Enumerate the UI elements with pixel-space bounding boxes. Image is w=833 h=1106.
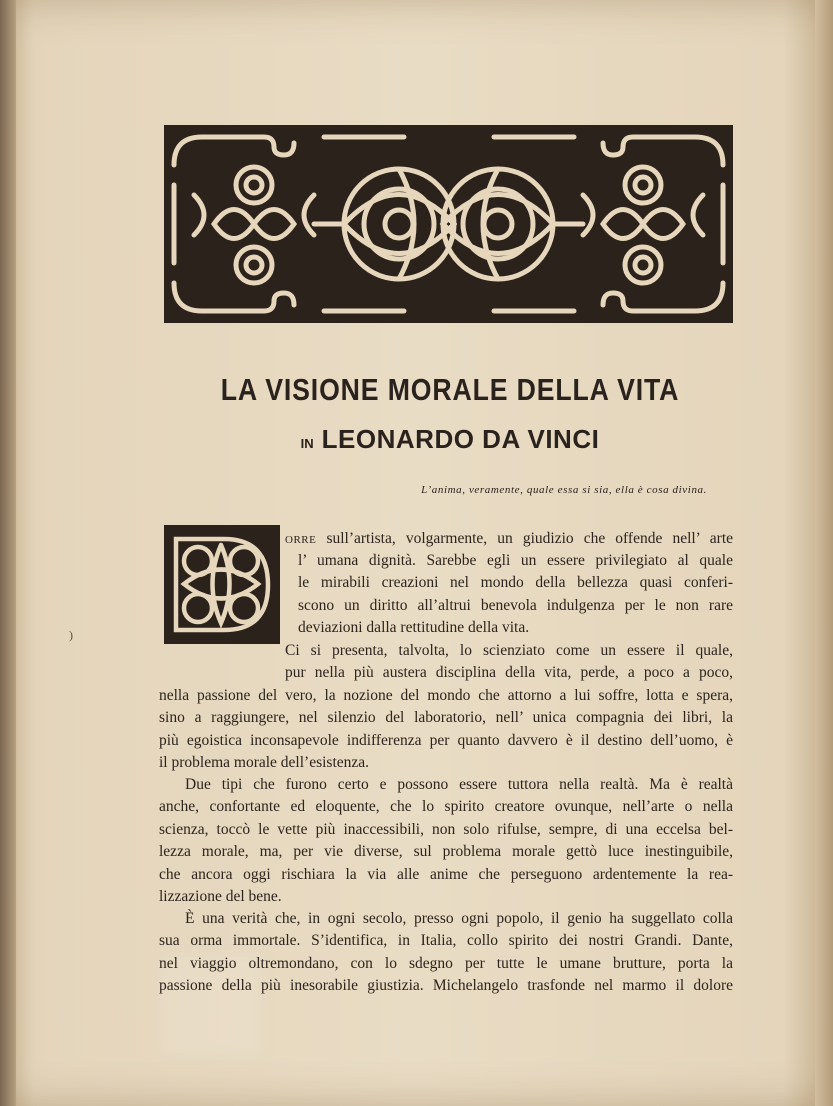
- text-line: pur nella più austera disciplina della vita, perde, a poco a poco,: [285, 664, 733, 682]
- text-line: deviazioni dalla rettitudine della vita.: [298, 619, 530, 637]
- text-line: scono un diritto all’altrui benevola indulgenza per le non rare: [298, 596, 733, 614]
- article-subtitle: [150, 424, 750, 455]
- margin-mark: ): [69, 628, 73, 642]
- text-line: È una verità che, in ogni secolo, presso ogni popolo, il genio ha suggellato colla: [185, 910, 733, 927]
- text-line: le mirabili creazioni nel mondo della bellezza quasi conferi-: [298, 574, 733, 592]
- epigraph-quote: L’anima, veramente, quale essa si sia, ella è cosa divina.: [421, 484, 707, 496]
- paragraph-1-cont: [298, 550, 733, 640]
- subtitle-preposition: IN: [300, 436, 314, 451]
- page-edge: [815, 0, 833, 1106]
- paragraph-4: [159, 908, 733, 998]
- text-line: l’ umana dignità. Sarebbe egli un essere privilegiato al quale: [298, 552, 733, 569]
- text-line: che ancora oggi rischiara la via alle anime che perseguono ardentemente la rea-: [159, 865, 733, 883]
- text-line: orre sull’artista, volgarmente, un giudizio che offende nell’ arte: [285, 530, 734, 547]
- article-title: LA VISIONE MORALE DELLA VITA: [220, 372, 680, 407]
- text-line: sino a raggiungere, nel silenzio del laboratorio, nell’ unica compagnia dei libri, la: [159, 709, 733, 727]
- celtic-knot-headpiece-icon: [164, 125, 733, 323]
- paragraph-3: [159, 774, 733, 908]
- celtic-knot-initial-icon: [164, 525, 280, 644]
- paragraph-1: [285, 528, 733, 550]
- text-line: Due tipi che furono certo e possono essere tuttora nella realtà. Ma è realtà: [185, 776, 733, 793]
- binding-spine: [0, 0, 16, 1106]
- paragraph-2-head: [285, 640, 733, 685]
- text-line: lizzazione del bene.: [159, 888, 282, 906]
- text-line: nel viaggio oltremondano, con lo sdegno per tutte le umane brutture, porta la: [159, 954, 733, 972]
- text-line: lezza morale, ma, per vie diverse, sul problema morale gettò luce inestinguibile,: [159, 843, 733, 861]
- text-line: passione della più inesorabile giustizia. Michelangelo trasfonde nel marmo il dolore: [159, 977, 733, 995]
- text-line: anche, confortante ed eloquente, che lo spirito creatore ovunque, nell’arte o nella: [159, 798, 733, 816]
- text-line: Ci si presenta, talvolta, lo scienziato come un essere il quale,: [285, 642, 733, 659]
- text-line: nella passione del vero, la nozione del mondo che attorno a lui soffre, lotta e spera,: [159, 687, 733, 704]
- text-line: più egoistica inconsapevole indifferenza per quanto davvero è il destino dell’uomo, è: [159, 731, 733, 749]
- text-line: il problema morale dell’esistenza.: [159, 754, 370, 772]
- subtitle-name: LEONARDO DA VINCI: [321, 424, 600, 454]
- text-line: scienza, toccò le vette più inaccessibili, non solo rifulse, sempre, di una eccelsa bel-: [159, 820, 733, 838]
- text-line: sua orma immortale. S’identifica, in Italia, collo spirito dei nostri Grandi. Dante,: [159, 932, 733, 950]
- dropcap-lead: orre: [285, 530, 317, 547]
- paragraph-2: [159, 685, 733, 775]
